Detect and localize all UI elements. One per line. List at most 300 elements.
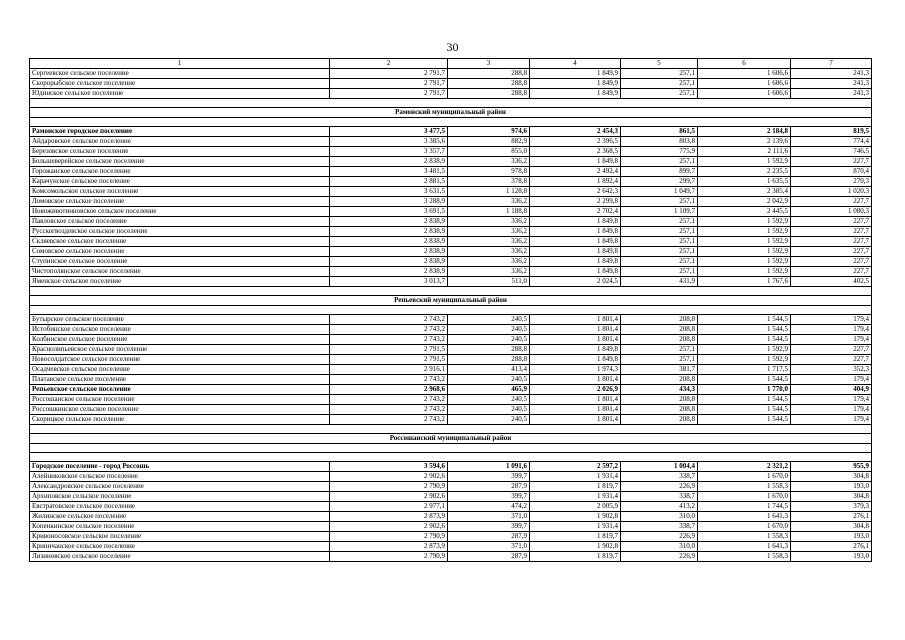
column-header: 6 xyxy=(698,59,791,69)
table-row xyxy=(30,415,872,425)
value-cell: 241,3 xyxy=(791,69,872,79)
settlement-name-cell: Колбинское сельское поселение xyxy=(30,335,330,345)
table-row xyxy=(30,227,872,237)
value-cell: 1 849,9 xyxy=(530,79,621,89)
value-cell: 1 606,6 xyxy=(698,89,791,99)
value-cell: 310,0 xyxy=(621,512,698,522)
value-cell: 240,5 xyxy=(448,315,530,325)
value-cell: 2 026,9 xyxy=(530,385,621,395)
value-cell: 2 642,3 xyxy=(530,187,621,197)
value-cell: 2 139,6 xyxy=(698,137,791,147)
value-cell: 413,4 xyxy=(448,365,530,375)
value-cell: 1 128,8 xyxy=(448,187,530,197)
value-cell: 431,9 xyxy=(621,277,698,287)
value-cell: 1 849,9 xyxy=(530,89,621,99)
value-cell: 3 357,7 xyxy=(330,147,448,157)
value-cell: 1 109,7 xyxy=(621,207,698,217)
value-cell: 2 743,2 xyxy=(330,315,448,325)
table-row xyxy=(30,512,872,522)
value-cell: 2 838,9 xyxy=(330,267,448,277)
value-cell: 3 477,5 xyxy=(330,127,448,137)
value-cell: 1 849,8 xyxy=(530,267,621,277)
value-cell: 1 849,8 xyxy=(530,345,621,355)
district-heading: Россошанский муниципальный район xyxy=(30,434,872,444)
value-cell: 288,8 xyxy=(448,355,530,365)
table-row xyxy=(30,375,872,385)
value-cell: 240,5 xyxy=(448,335,530,345)
settlement-name-cell: Русскогвоздевское сельское поселение xyxy=(30,227,330,237)
settlement-name-cell: Новоживотинновское сельское поселение xyxy=(30,207,330,217)
value-cell: 240,5 xyxy=(448,405,530,415)
value-cell: 1 974,3 xyxy=(530,365,621,375)
value-cell: 2 881,5 xyxy=(330,177,448,187)
value-cell: 870,4 xyxy=(791,167,872,177)
value-cell: 276,1 xyxy=(791,542,872,552)
value-cell: 861,5 xyxy=(621,127,698,137)
settlement-name-cell: Криничанское сельское поселение xyxy=(30,542,330,552)
value-cell: 227,7 xyxy=(791,217,872,227)
column-header: 2 xyxy=(330,59,448,69)
value-cell: 3 594,6 xyxy=(330,462,448,472)
value-cell: 1 558,3 xyxy=(698,552,791,562)
value-cell: 2 321,2 xyxy=(698,462,791,472)
table-row xyxy=(30,217,872,227)
value-cell: 1 892,4 xyxy=(530,177,621,187)
value-cell: 1 544,5 xyxy=(698,415,791,425)
value-cell: 1 849,8 xyxy=(530,237,621,247)
value-cell: 474,2 xyxy=(448,502,530,512)
value-cell: 2 791,7 xyxy=(330,79,448,89)
settlement-name-cell: Ступинское сельское поселение xyxy=(30,257,330,267)
value-cell: 2 902,6 xyxy=(330,522,448,532)
value-cell: 241,3 xyxy=(791,79,872,89)
value-cell: 1 641,3 xyxy=(698,512,791,522)
value-cell: 413,2 xyxy=(621,502,698,512)
value-cell: 3 631,5 xyxy=(330,187,448,197)
value-cell: 257,1 xyxy=(621,267,698,277)
value-cell: 978,8 xyxy=(448,167,530,177)
spacer-cell xyxy=(30,453,872,462)
value-cell: 1 670,0 xyxy=(698,522,791,532)
value-cell: 2 743,2 xyxy=(330,405,448,415)
district-heading-row xyxy=(30,108,872,118)
value-cell: 227,7 xyxy=(791,257,872,267)
spacer-row xyxy=(30,287,872,296)
value-cell: 240,5 xyxy=(448,395,530,405)
value-cell: 1 049,7 xyxy=(621,187,698,197)
table-row xyxy=(30,157,872,167)
value-cell: 227,7 xyxy=(791,197,872,207)
settlement-name-cell: Айдаровское сельское поселение xyxy=(30,137,330,147)
value-cell: 1 801,4 xyxy=(530,335,621,345)
value-cell: 1 849,8 xyxy=(530,227,621,237)
value-cell: 2 790,9 xyxy=(330,532,448,542)
value-cell: 2 111,6 xyxy=(698,147,791,157)
table-row xyxy=(30,127,872,137)
value-cell: 1 592,9 xyxy=(698,355,791,365)
value-cell: 1 744,5 xyxy=(698,502,791,512)
value-cell: 208,8 xyxy=(621,315,698,325)
value-cell: 257,1 xyxy=(621,197,698,207)
table-row xyxy=(30,315,872,325)
value-cell: 1 091,6 xyxy=(448,462,530,472)
settlement-name-cell: Рамонское городское поселение xyxy=(30,127,330,137)
settlement-name-cell: Юдинское сельское поселение xyxy=(30,89,330,99)
settlement-name-cell: Лизиновское сельское поселение xyxy=(30,552,330,562)
table-row xyxy=(30,207,872,217)
value-cell: 179,4 xyxy=(791,315,872,325)
value-cell: 257,1 xyxy=(621,157,698,167)
value-cell: 2 838,9 xyxy=(330,247,448,257)
budget-table xyxy=(29,58,872,562)
column-header: 1 xyxy=(30,59,330,69)
column-header: 4 xyxy=(530,59,621,69)
value-cell: 1 931,4 xyxy=(530,492,621,502)
value-cell: 193,0 xyxy=(791,552,872,562)
value-cell: 257,1 xyxy=(621,217,698,227)
value-cell: 2 873,9 xyxy=(330,512,448,522)
settlement-name-cell: Россошанское сельское поселение xyxy=(30,395,330,405)
value-cell: 2 597,2 xyxy=(530,462,621,472)
value-cell: 270,3 xyxy=(791,177,872,187)
value-cell: 1 592,9 xyxy=(698,227,791,237)
value-cell: 2 968,6 xyxy=(330,385,448,395)
value-cell: 371,0 xyxy=(448,542,530,552)
value-cell: 179,4 xyxy=(791,415,872,425)
settlement-name-cell: Березовское сельское поселение xyxy=(30,147,330,157)
value-cell: 1 558,3 xyxy=(698,482,791,492)
spacer-cell xyxy=(30,425,872,434)
value-cell: 2 702,4 xyxy=(530,207,621,217)
value-cell: 1 544,5 xyxy=(698,325,791,335)
table-row xyxy=(30,355,872,365)
value-cell: 2 902,6 xyxy=(330,492,448,502)
table-row xyxy=(30,325,872,335)
value-cell: 378,8 xyxy=(448,177,530,187)
value-cell: 227,7 xyxy=(791,267,872,277)
header-row xyxy=(30,59,872,69)
value-cell: 1 592,9 xyxy=(698,157,791,167)
value-cell: 974,6 xyxy=(448,127,530,137)
value-cell: 371,0 xyxy=(448,512,530,522)
settlement-name-cell: Чистополянское сельское поселение xyxy=(30,267,330,277)
value-cell: 2 454,3 xyxy=(530,127,621,137)
value-cell: 227,7 xyxy=(791,237,872,247)
value-cell: 257,1 xyxy=(621,355,698,365)
value-cell: 2 977,1 xyxy=(330,502,448,512)
value-cell: 1 849,8 xyxy=(530,355,621,365)
value-cell: 336,2 xyxy=(448,217,530,227)
table-row xyxy=(30,257,872,267)
settlement-name-cell: Ломовское сельское поселение xyxy=(30,197,330,207)
value-cell: 336,2 xyxy=(448,237,530,247)
value-cell: 276,1 xyxy=(791,512,872,522)
value-cell: 1 849,8 xyxy=(530,157,621,167)
value-cell: 338,7 xyxy=(621,492,698,502)
value-cell: 3 481,5 xyxy=(330,167,448,177)
value-cell: 1 544,5 xyxy=(698,335,791,345)
value-cell: 1 188,8 xyxy=(448,207,530,217)
value-cell: 1 004,4 xyxy=(621,462,698,472)
column-header: 7 xyxy=(791,59,872,69)
value-cell: 227,7 xyxy=(791,227,872,237)
value-cell: 193,0 xyxy=(791,482,872,492)
value-cell: 1 080,3 xyxy=(791,207,872,217)
value-cell: 287,9 xyxy=(448,532,530,542)
spacer-cell xyxy=(30,118,872,127)
table-row xyxy=(30,492,872,502)
table-row xyxy=(30,405,872,415)
district-heading-row xyxy=(30,296,872,306)
value-cell: 240,5 xyxy=(448,325,530,335)
value-cell: 819,5 xyxy=(791,127,872,137)
value-cell: 1 592,9 xyxy=(698,345,791,355)
value-cell: 746,5 xyxy=(791,147,872,157)
value-cell: 226,9 xyxy=(621,552,698,562)
table-row xyxy=(30,277,872,287)
value-cell: 2 235,5 xyxy=(698,167,791,177)
value-cell: 2 838,9 xyxy=(330,237,448,247)
value-cell: 179,4 xyxy=(791,405,872,415)
value-cell: 226,9 xyxy=(621,482,698,492)
value-cell: 882,9 xyxy=(448,137,530,147)
spacer-row xyxy=(30,453,872,462)
table-row xyxy=(30,542,872,552)
value-cell: 240,5 xyxy=(448,375,530,385)
value-cell: 2 743,2 xyxy=(330,325,448,335)
district-heading: Рамонский муниципальный район xyxy=(30,108,872,118)
value-cell: 803,8 xyxy=(621,137,698,147)
value-cell: 1 670,0 xyxy=(698,492,791,502)
settlement-name-cell: Россошкинское сельское поселение xyxy=(30,405,330,415)
value-cell: 227,7 xyxy=(791,157,872,167)
spacer-row xyxy=(30,306,872,315)
value-cell: 1 770,0 xyxy=(698,385,791,395)
value-cell: 1 544,5 xyxy=(698,315,791,325)
value-cell: 227,7 xyxy=(791,247,872,257)
value-cell: 240,5 xyxy=(448,415,530,425)
value-cell: 2 743,2 xyxy=(330,415,448,425)
value-cell: 1 592,9 xyxy=(698,247,791,257)
column-header: 5 xyxy=(621,59,698,69)
value-cell: 179,4 xyxy=(791,325,872,335)
settlement-name-cell: Городское поселение - город Россошь xyxy=(30,462,330,472)
settlement-name-cell: Краснолипьевское сельское поселение xyxy=(30,345,330,355)
value-cell: 179,4 xyxy=(791,395,872,405)
value-cell: 1 801,4 xyxy=(530,325,621,335)
settlement-name-cell: Бутырское сельское поселение xyxy=(30,315,330,325)
value-cell: 310,0 xyxy=(621,542,698,552)
table-row xyxy=(30,147,872,157)
value-cell: 338,7 xyxy=(621,472,698,482)
value-cell: 257,1 xyxy=(621,79,698,89)
value-cell: 208,8 xyxy=(621,415,698,425)
value-cell: 257,1 xyxy=(621,237,698,247)
value-cell: 299,7 xyxy=(621,177,698,187)
page-number: 30 xyxy=(446,40,459,54)
value-cell: 2 042,9 xyxy=(698,197,791,207)
value-cell: 288,8 xyxy=(448,69,530,79)
value-cell: 208,8 xyxy=(621,325,698,335)
spacer-cell xyxy=(30,287,872,296)
spacer-row xyxy=(30,425,872,434)
value-cell: 2 368,5 xyxy=(530,147,621,157)
settlement-name-cell: Архиповское сельское поселение xyxy=(30,492,330,502)
spacer-row xyxy=(30,444,872,453)
value-cell: 1 819,7 xyxy=(530,552,621,562)
settlement-name-cell: Кривоносовское сельское поселение xyxy=(30,532,330,542)
value-cell: 336,2 xyxy=(448,157,530,167)
table-row xyxy=(30,79,872,89)
table-row xyxy=(30,522,872,532)
district-heading: Репьевский муниципальный район xyxy=(30,296,872,306)
spacer-row xyxy=(30,99,872,108)
table-row xyxy=(30,472,872,482)
value-cell: 399,7 xyxy=(448,522,530,532)
value-cell: 193,0 xyxy=(791,532,872,542)
value-cell: 179,4 xyxy=(791,375,872,385)
table-row xyxy=(30,197,872,207)
settlement-name-cell: Комсомольское сельское поселение xyxy=(30,187,330,197)
value-cell: 336,2 xyxy=(448,247,530,257)
settlement-name-cell: Карачунское сельское поселение xyxy=(30,177,330,187)
value-cell: 2 445,5 xyxy=(698,207,791,217)
value-cell: 399,7 xyxy=(448,492,530,502)
value-cell: 2 024,5 xyxy=(530,277,621,287)
column-header: 3 xyxy=(448,59,530,69)
value-cell: 336,2 xyxy=(448,227,530,237)
table-body xyxy=(30,69,872,562)
value-cell: 1 544,5 xyxy=(698,405,791,415)
value-cell: 287,9 xyxy=(448,552,530,562)
value-cell: 2 838,9 xyxy=(330,217,448,227)
value-cell: 2 791,7 xyxy=(330,69,448,79)
settlement-name-cell: Репьевское сельское поселение xyxy=(30,385,330,395)
settlement-name-cell: Скляевское сельское поселение xyxy=(30,237,330,247)
value-cell: 257,1 xyxy=(621,247,698,257)
value-cell: 1 801,4 xyxy=(530,405,621,415)
table-row xyxy=(30,335,872,345)
value-cell: 1 558,3 xyxy=(698,532,791,542)
value-cell: 227,7 xyxy=(791,355,872,365)
value-cell: 2 873,9 xyxy=(330,542,448,552)
value-cell: 288,8 xyxy=(448,89,530,99)
value-cell: 3 691,5 xyxy=(330,207,448,217)
value-cell: 3 013,7 xyxy=(330,277,448,287)
table-row xyxy=(30,267,872,277)
settlement-name-cell: Яменское сельское поселение xyxy=(30,277,330,287)
spacer-cell xyxy=(30,444,872,453)
value-cell: 511,0 xyxy=(448,277,530,287)
value-cell: 2 791,7 xyxy=(330,89,448,99)
value-cell: 336,2 xyxy=(448,257,530,267)
value-cell: 208,8 xyxy=(621,375,698,385)
value-cell: 227,7 xyxy=(791,345,872,355)
value-cell: 1 819,7 xyxy=(530,482,621,492)
value-cell: 1 641,3 xyxy=(698,542,791,552)
value-cell: 287,9 xyxy=(448,482,530,492)
value-cell: 1 544,5 xyxy=(698,395,791,405)
settlement-name-cell: Истобинское сельское поселение xyxy=(30,325,330,335)
spacer-cell xyxy=(30,99,872,108)
table-row xyxy=(30,345,872,355)
value-cell: 257,1 xyxy=(621,89,698,99)
value-cell: 1 635,5 xyxy=(698,177,791,187)
settlement-name-cell: Платавское сельское поселение xyxy=(30,375,330,385)
district-heading-row xyxy=(30,434,872,444)
table-row xyxy=(30,385,872,395)
value-cell: 304,8 xyxy=(791,522,872,532)
value-cell: 1 592,9 xyxy=(698,267,791,277)
value-cell: 1 849,8 xyxy=(530,217,621,227)
settlement-name-cell: Большеверейское сельское поселение xyxy=(30,157,330,167)
value-cell: 2 902,6 xyxy=(330,472,448,482)
value-cell: 1 902,8 xyxy=(530,542,621,552)
value-cell: 1 606,6 xyxy=(698,69,791,79)
value-cell: 1 592,9 xyxy=(698,237,791,247)
table-row xyxy=(30,532,872,542)
table-row xyxy=(30,69,872,79)
value-cell: 381,7 xyxy=(621,365,698,375)
value-cell: 404,9 xyxy=(791,385,872,395)
value-cell: 402,5 xyxy=(791,277,872,287)
value-cell: 2 790,9 xyxy=(330,552,448,562)
value-cell: 1 801,4 xyxy=(530,375,621,385)
value-cell: 241,3 xyxy=(791,89,872,99)
value-cell: 257,1 xyxy=(621,227,698,237)
settlement-name-cell: Осадчевское сельское поселение xyxy=(30,365,330,375)
table-row xyxy=(30,177,872,187)
value-cell: 1 819,7 xyxy=(530,532,621,542)
value-cell: 465,9 xyxy=(448,385,530,395)
value-cell: 1 592,9 xyxy=(698,257,791,267)
value-cell: 257,1 xyxy=(621,345,698,355)
value-cell: 1 849,9 xyxy=(530,69,621,79)
value-cell: 352,3 xyxy=(791,365,872,375)
table-row xyxy=(30,187,872,197)
spacer-row xyxy=(30,118,872,127)
value-cell: 1 670,0 xyxy=(698,472,791,482)
value-cell: 399,7 xyxy=(448,472,530,482)
table-row xyxy=(30,137,872,147)
value-cell: 2 396,5 xyxy=(530,137,621,147)
value-cell: 774,4 xyxy=(791,137,872,147)
table-row xyxy=(30,462,872,472)
table-row xyxy=(30,167,872,177)
value-cell: 2 005,9 xyxy=(530,502,621,512)
value-cell: 2 743,2 xyxy=(330,375,448,385)
value-cell: 304,8 xyxy=(791,472,872,482)
value-cell: 1 020,3 xyxy=(791,187,872,197)
value-cell: 899,7 xyxy=(621,167,698,177)
value-cell: 208,8 xyxy=(621,395,698,405)
value-cell: 1 849,8 xyxy=(530,247,621,257)
value-cell: 288,8 xyxy=(448,79,530,89)
value-cell: 2 916,1 xyxy=(330,365,448,375)
table-row xyxy=(30,502,872,512)
value-cell: 3 385,6 xyxy=(330,137,448,147)
settlement-name-cell: Скорицкое сельское поселение xyxy=(30,415,330,425)
value-cell: 434,3 xyxy=(621,385,698,395)
value-cell: 338,7 xyxy=(621,522,698,532)
settlement-name-cell: Павловское сельское поселение xyxy=(30,217,330,227)
value-cell: 855,0 xyxy=(448,147,530,157)
table-row xyxy=(30,395,872,405)
value-cell: 179,4 xyxy=(791,335,872,345)
spacer-cell xyxy=(30,306,872,315)
value-cell: 1 606,6 xyxy=(698,79,791,89)
value-cell: 257,1 xyxy=(621,69,698,79)
